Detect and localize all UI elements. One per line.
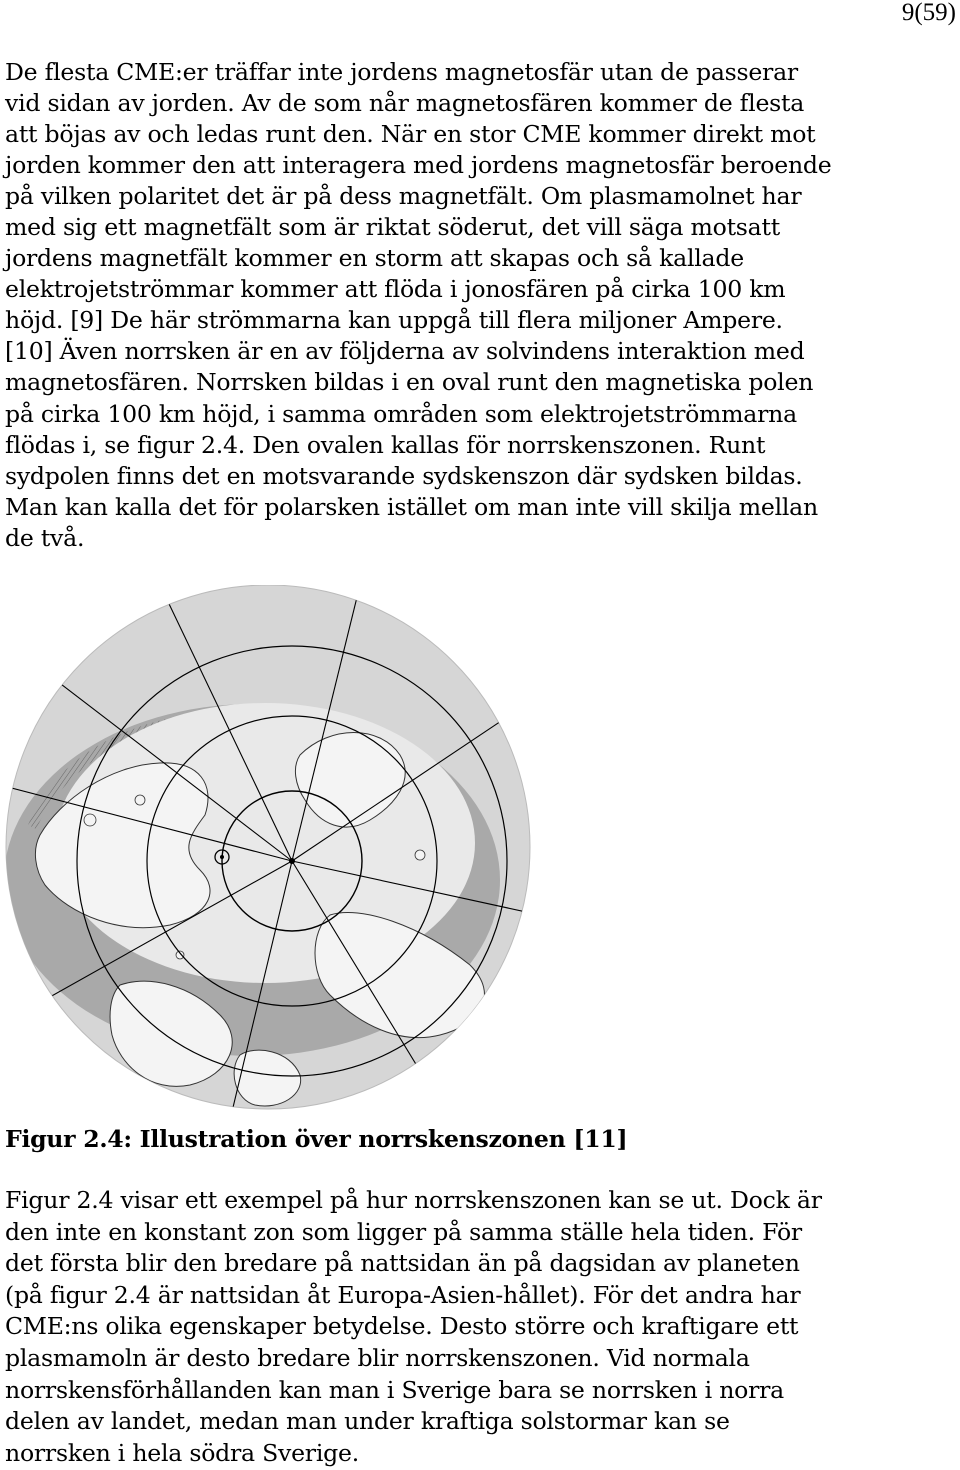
body-paragraph-2: Figur 2.4 visar ett exempel på hur norrskenszonen kan se ut. Dock är den inte en konstant zon som ligger på samma ställe hela tiden. För det första blir den bredare på nattsidan än på dagsidan av planeten (på figur 2.4 är nattsidan åt Europa-Asien-hållet). För det andra har CME:ns olika egenskaper betydelse. Desto större och kraftigare ett plasmamoln är desto bredare blir norrskenszonen. Vid normala norrskensförhållanden kan man i Sverige bara se norrsken i norra delen av landet, medan man under kraftiga solstormar kan se norrsken i hela södra Sverige. bbox=[5, 1186, 822, 1467]
page-number: 9(59) bbox=[901, 0, 956, 26]
aurora-zone-figure bbox=[0, 585, 540, 1120]
figure-caption: Figur 2.4: Illustration över norrskenszonen [11] bbox=[5, 1125, 628, 1153]
body-paragraph-1: De flesta CME:er träffar inte jordens magnetosfär utan de passerar vid sidan av jorden. Av de som når magnetosfären kommer de flesta att böjas av och ledas runt den. När en stor CME kommer direkt mot jorden kommer den att interagera med jordens magnetosfär beroende på vilken polaritet det är på dess magnetfält. Om plasmamolnet har med sig ett magnetfält som är riktat söderut, det vill säga motsatt jordens magnetfält kommer en storm att skapas och så kallade elektrojetströmmar kommer att flöda i jonosfären på cirka 100 km höjd. [9] De här strömmarna kan uppgå till flera miljoner Ampere. [10] Även norrsken är en av följderna av solvindens interaktion med magnetosfären. Norrsken bildas i en oval runt den magnetiska polen på cirka 100 km höjd, i samma områden som elektrojetströmmarna flödas i, se figur 2.4. Den ovalen kallas för norrskenszonen. Runt sydpolen finns det en motsvarande sydskenszon där sydsken bildas. Man kan kalla det för polarsken istället om man inte vill skilja mellan de två. bbox=[5, 58, 832, 552]
aurora-oval-map-icon bbox=[0, 585, 540, 1120]
